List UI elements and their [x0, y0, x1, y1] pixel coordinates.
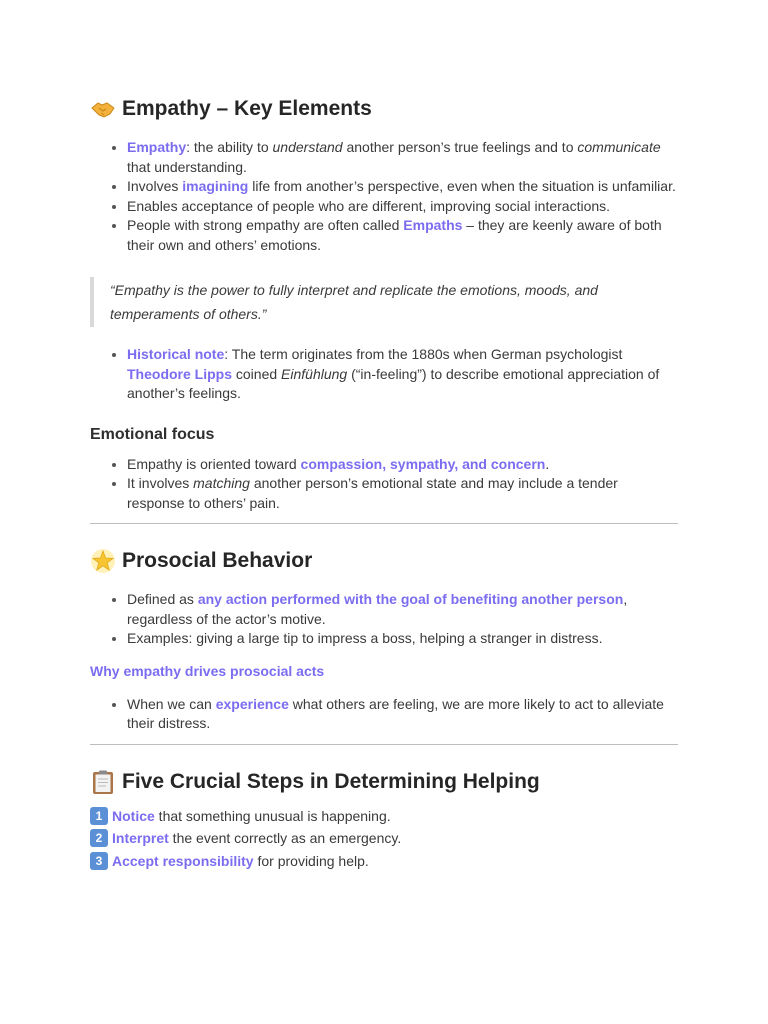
handshake-icon	[90, 96, 116, 122]
prosocial-bullets	[90, 590, 678, 649]
empathy-title: Empathy – Key Elements	[122, 97, 372, 120]
list-item: • Empathy: the ability to understand another person’s true feelings and to communicate that understanding.	[127, 138, 678, 177]
list-item: • Historical note: The term originates from the 1880s when German psychologist Theodore Lipps coined Einfühlung (“in-feeling”) to describe emotional appreciation of another’s feelings.	[127, 345, 678, 404]
keycap-two-icon: 2	[90, 829, 108, 847]
keycap-three-icon: 3	[90, 852, 108, 870]
empathy-bullets	[90, 138, 678, 255]
steps-title: Five Crucial Steps in Determining Helping	[122, 769, 540, 793]
prosocial-subheading: Why empathy drives prosocial acts	[90, 662, 325, 679]
steps-heading	[90, 765, 678, 799]
keycap-one-icon: 1	[90, 807, 108, 825]
emotional-focus-bullets	[90, 455, 678, 514]
empathy-heading	[90, 92, 678, 126]
clipboard-icon	[90, 769, 116, 795]
emotional-focus-heading: Emotional focus	[90, 425, 215, 443]
empathy-quote: “Empathy is the power to fully interpret and replicate the emotions, moods, and temperaments of others.”	[90, 277, 678, 327]
step-item: 3 Accept responsibility for providing help.	[90, 850, 678, 873]
list-item: • People with strong empathy are often called Empaths – they are keenly aware of both their own and others’ emotions.	[127, 216, 678, 255]
list-item: • When we can experience what others are feeling, we are more likely to act to alleviate their distress.	[127, 695, 678, 734]
list-item: • It involves matching another person’s emotional state and may include a tender response to others’ pain.	[127, 474, 678, 513]
term-empathy: Empathy	[127, 139, 187, 155]
list-item: • Enables acceptance of people who are different, improving social interactions.	[127, 197, 678, 217]
prosocial-sub-bullets	[90, 695, 678, 734]
history-bullets	[90, 345, 678, 404]
document-page	[90, 92, 678, 872]
steps-list	[90, 805, 678, 873]
step-item: 1 Notice that something unusual is happening.	[90, 805, 678, 828]
prosocial-title: Prosocial Behavior	[122, 549, 313, 572]
step-item: 2 Interpret the event correctly as an emergency.	[90, 827, 678, 850]
list-item: • Involves imagining life from another’s perspective, even when the situation is unfamiliar.	[127, 177, 678, 197]
list-item: • Defined as any action performed with the goal of benefiting another person, regardless of the actor’s motive.	[127, 590, 678, 629]
glowing-star-icon	[90, 548, 116, 574]
list-item: • Examples: giving a large tip to impress a boss, helping a stranger in distress.	[127, 629, 678, 649]
prosocial-heading	[90, 544, 678, 578]
list-item: • Empathy is oriented toward compassion, sympathy, and concern.	[127, 455, 678, 475]
